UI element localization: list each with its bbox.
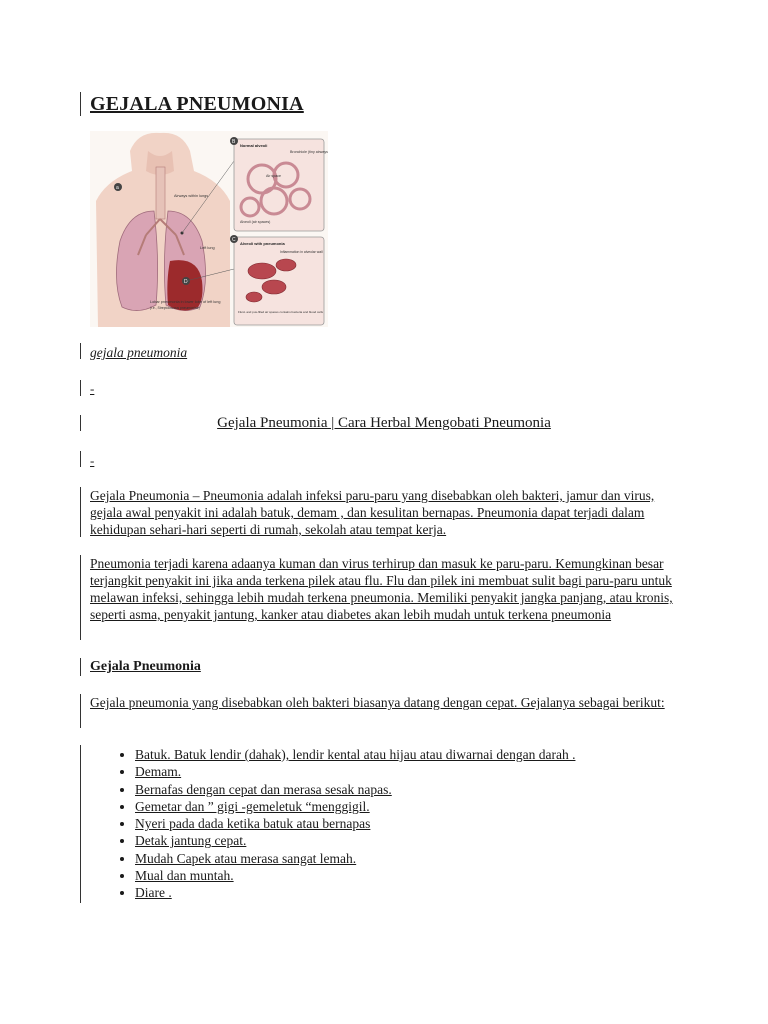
label-b: B	[232, 139, 236, 145]
list-item: • Batuk. Batuk lendir (dahak), lendir kental atau hijau atau diwarnai dengan darah .	[135, 746, 575, 763]
label-fluid-filled: Fluid- and pus-filled air spaces contains bacteria and blood cells	[238, 310, 324, 314]
label-bronchiole: Bronchiole (tiny airways)	[290, 150, 328, 154]
label-c: C	[232, 237, 236, 243]
list-item: • Detak jantung cepat.	[135, 832, 575, 849]
list-item: • Demam.	[135, 763, 575, 780]
pneumonia-illustration	[90, 131, 328, 327]
symptom-list	[90, 746, 575, 902]
margin-bar	[80, 415, 81, 431]
cause-paragraph: Pneumonia terjadi karena adaanya kuman dan virus terhirup dan masuk ke paru-paru. Kemungkinan besar terjangkit penyakit ini jika anda terkena pilek atau flu. Flu dan pilek ini membuat sulit bagi paru-paru untuk melawan infeksi, sehingga lebih mudah terkena pneumonia. Memiliki penyakit jangka panjang, atau kronis, seperti asma, penyakit jantung, kanker atau diabetes akan lebih mudah untuk terkena pneumonia	[90, 556, 673, 622]
list-item: • Diare .	[135, 884, 575, 901]
margin-bar	[80, 694, 81, 728]
label-lobar: Lobar pneumonia in lower lobe of left lung	[150, 300, 221, 304]
margin-bar	[80, 343, 81, 359]
list-item: • Mual dan muntah.	[135, 867, 575, 884]
article-subtitle: Gejala Pneumonia | Cara Herbal Mengobati Pneumonia	[217, 415, 551, 431]
label-inflammation: Inflammation in alveolar wall	[280, 250, 323, 254]
list-item: • Mudah Capek atau merasa sangat lemah.	[135, 850, 575, 867]
list-item: • Bernafas dengan cepat dan merasa sesak napas.	[135, 781, 575, 798]
margin-bar	[80, 92, 81, 116]
list-item: • Nyeri pada dada ketika batuk atau bernapas	[135, 815, 575, 832]
list-item: • Gemetar dan ” gigi -gemeletuk “menggigil.	[135, 798, 575, 815]
margin-bar	[80, 555, 81, 640]
label-alveoli-spaces: Alveoli (air spaces)	[240, 220, 271, 224]
label-airways: Airways within lungs	[174, 194, 209, 198]
symptoms-intro: Gejala pneumonia yang disebabkan oleh bakteri biasanya datang dengan cepat. Gejalanya sebagai berikut:	[90, 695, 665, 710]
label-normal-alveoli: Normal alveoli	[240, 143, 268, 148]
margin-bar	[80, 745, 81, 903]
label-alveoli-pneumonia: Alveoli with pneumonia	[240, 241, 285, 246]
section-heading: Gejala Pneumonia	[90, 659, 201, 674]
label-left-lung: Left lung	[200, 246, 215, 250]
label-organism: (i.e., Streptococcus pneumoniae)	[150, 306, 200, 310]
label-d: D	[184, 279, 188, 285]
label-a: a	[116, 185, 119, 191]
margin-bar	[80, 658, 81, 676]
page-title: GEJALA PNEUMONIA	[90, 93, 304, 115]
separator-dash: -	[90, 453, 95, 468]
separator-dash: -	[90, 381, 95, 396]
image-caption-link[interactable]: gejala pneumonia	[90, 345, 188, 360]
margin-bar	[80, 487, 81, 537]
margin-bar	[80, 451, 81, 467]
label-air-space: Air space	[266, 174, 281, 178]
intro-paragraph: Gejala Pneumonia – Pneumonia adalah infeksi paru-paru yang disebabkan oleh bakteri, jamur dan virus, gejala awal penyakit ini adalah batuk, demam , dan kesulitan bernapas. Pneumonia dapat terjadi dalam kehidupan sehari-hari seperti di rumah, sekolah atau tempat kerja.	[90, 488, 655, 537]
margin-bar	[80, 380, 81, 396]
